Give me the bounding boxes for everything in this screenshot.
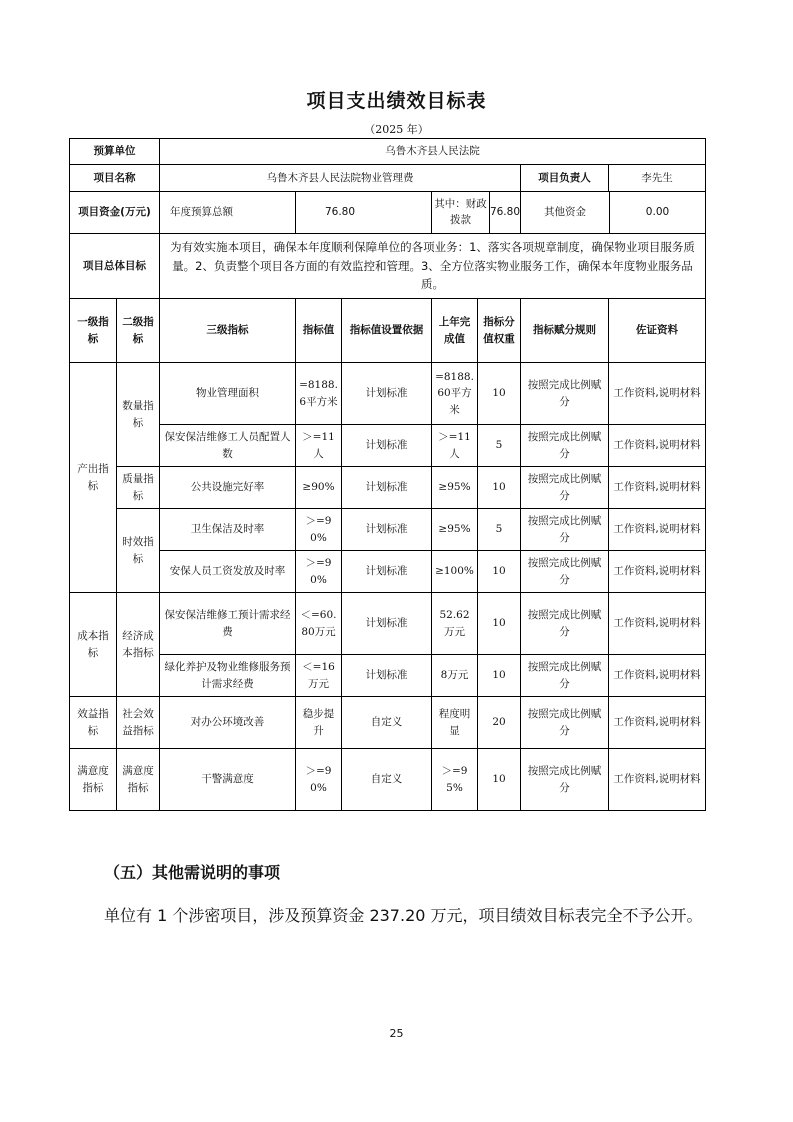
indicator-evidence: 工作资料,说明材料 [609, 697, 706, 749]
indicator-basis: 计划标准 [342, 551, 432, 593]
indicator-last-year: =8188.60平方米 [432, 363, 478, 425]
indicator-value: ≥90% [296, 467, 342, 509]
indicator-weight: 10 [478, 749, 521, 811]
indicator-basis: 计划标准 [342, 425, 432, 467]
indicator-evidence: 工作资料,说明材料 [609, 551, 706, 593]
group-benefit: 效益指标 [70, 697, 117, 749]
indicator-last-year: ≥95% [432, 467, 478, 509]
table-row [70, 697, 706, 749]
indicator-rule: 按照完成比例赋分 [521, 509, 609, 551]
goal-label: 项目总体目标 [70, 234, 160, 299]
budget-unit-value: 乌鲁木齐县人民法院 [160, 139, 706, 165]
col-weight: 指标分值权重 [478, 299, 521, 363]
group-social-benefit: 社会效益指标 [117, 697, 160, 749]
indicator-name: 保安保洁维修工人员配置人数 [160, 425, 296, 467]
fiscal-value: 76.80 [489, 205, 520, 218]
indicator-evidence: 工作资料,说明材料 [609, 467, 706, 509]
col-value: 指标值 [296, 299, 342, 363]
indicator-name: 安保人员工资发放及时率 [160, 551, 296, 593]
indicator-value: =8188.6平方米 [296, 363, 342, 425]
fiscal-cell [432, 192, 521, 234]
indicator-evidence: 工作资料,说明材料 [609, 509, 706, 551]
indicator-evidence: 工作资料,说明材料 [609, 749, 706, 811]
other-funds-cell [521, 192, 706, 234]
indicator-last-year: 52.62万元 [432, 593, 478, 655]
goal-text: 为有效实施本项目，确保本年度顺利保障单位的各项业务：1、落实各项规章制度，确保物业项目服务质量。2、负责整个项目各方面的有效监控和管理。3、全方位落实物业服务工作，确保本年度物业服务品质。 [160, 234, 706, 299]
indicator-rule: 按照完成比例赋分 [521, 593, 609, 655]
funds-label: 项目资金(万元) [70, 192, 160, 234]
table-year: （2025 年） [364, 123, 429, 136]
indicator-rule: 按照完成比例赋分 [521, 697, 609, 749]
col-level3: 三级指标 [160, 299, 296, 363]
indicator-basis: 计划标准 [342, 363, 432, 425]
table-row [70, 749, 706, 811]
col-evidence: 佐证资料 [609, 299, 706, 363]
indicator-value: ＞=90% [296, 509, 342, 551]
indicator-last-year: 程度明显 [432, 697, 478, 749]
budget-unit-label: 预算单位 [70, 139, 160, 165]
indicator-weight: 5 [478, 425, 521, 467]
indicator-evidence: 工作资料,说明材料 [609, 655, 706, 697]
indicator-last-year: ≥100% [432, 551, 478, 593]
indicator-name: 物业管理面积 [160, 363, 296, 425]
indicator-value: ＜=16万元 [296, 655, 342, 697]
indicator-basis: 计划标准 [342, 467, 432, 509]
indicator-value: ＞=90% [296, 749, 342, 811]
indicator-name: 保安保洁维修工预计需求经费 [160, 593, 296, 655]
indicator-evidence: 工作资料,说明材料 [609, 363, 706, 425]
project-name-value: 乌鲁木齐县人民法院物业管理费 [160, 165, 521, 192]
indicator-rule: 按照完成比例赋分 [521, 655, 609, 697]
col-level1: 一级指标 [70, 299, 117, 363]
other-funds-value: 0.00 [645, 206, 670, 219]
indicator-name: 绿化养护及物业维修服务预计需求经费 [160, 655, 296, 697]
indicator-rule: 按照完成比例赋分 [521, 363, 609, 425]
page-title: 项目支出绩效目标表 [306, 90, 487, 112]
indicator-weight: 10 [478, 593, 521, 655]
page-number: 25 [389, 1027, 404, 1040]
indicator-last-year: ＞=95% [432, 749, 478, 811]
project-leader-value: 李先生 [609, 165, 706, 192]
indicator-rule: 按照完成比例赋分 [521, 425, 609, 467]
indicator-basis: 计划标准 [342, 509, 432, 551]
table-row [70, 593, 706, 655]
indicator-weight: 10 [478, 655, 521, 697]
indicator-weight: 10 [478, 363, 521, 425]
section-title: （五）其他需说明的事项 [104, 863, 281, 882]
performance-table [69, 138, 706, 811]
indicator-basis: 计划标准 [342, 593, 432, 655]
indicator-rule: 按照完成比例赋分 [521, 551, 609, 593]
group-timeliness: 时效指标 [117, 509, 160, 593]
indicator-weight: 10 [478, 467, 521, 509]
group-quantity: 数量指标 [117, 363, 160, 467]
indicator-last-year: ≥95% [432, 509, 478, 551]
project-leader-label: 项目负责人 [521, 165, 609, 192]
table-row [70, 467, 706, 509]
table-row [70, 363, 706, 425]
indicator-last-year: 8万元 [432, 655, 478, 697]
col-basis: 指标值设置依据 [342, 299, 432, 363]
indicator-value: ＜=60.80万元 [296, 593, 342, 655]
indicator-basis: 自定义 [342, 697, 432, 749]
group-satisfaction-sub: 满意度指标 [117, 749, 160, 811]
table-row [70, 655, 706, 697]
indicator-last-year: ＞=11人 [432, 425, 478, 467]
table-row [70, 509, 706, 551]
group-quality: 质量指标 [117, 467, 160, 509]
indicator-name: 卫生保洁及时率 [160, 509, 296, 551]
indicator-weight: 10 [478, 551, 521, 593]
fiscal-label: 其中：财政拨款 [432, 192, 490, 233]
group-economic-cost: 经济成本指标 [117, 593, 160, 697]
indicator-basis: 自定义 [342, 749, 432, 811]
indicator-name: 公共设施完好率 [160, 467, 296, 509]
section-paragraph: 单位有 1 个涉密项目，涉及预算资金 237.20 万元，项目绩效目标表完全不予公开。 [104, 906, 703, 925]
project-name-label: 项目名称 [70, 165, 160, 192]
indicator-evidence: 工作资料,说明材料 [609, 593, 706, 655]
indicator-weight: 20 [478, 697, 521, 749]
annual-budget-label: 年度预算总额 [160, 192, 296, 234]
col-last-year: 上年完成值 [432, 299, 478, 363]
col-rule: 指标赋分规则 [521, 299, 609, 363]
group-output: 产出指标 [70, 363, 117, 593]
indicator-evidence: 工作资料,说明材料 [609, 425, 706, 467]
annual-budget-value: 76.80 [296, 192, 432, 234]
other-funds-label: 其他资金 [521, 192, 610, 233]
indicator-weight: 5 [478, 509, 521, 551]
indicator-value: ＞=90% [296, 551, 342, 593]
indicator-value: ＞=11人 [296, 425, 342, 467]
col-level2: 二级指标 [117, 299, 160, 363]
indicator-rule: 按照完成比例赋分 [521, 467, 609, 509]
indicator-rule: 按照完成比例赋分 [521, 749, 609, 811]
group-cost: 成本指标 [70, 593, 117, 697]
group-satisfaction: 满意度指标 [70, 749, 117, 811]
indicator-basis: 计划标准 [342, 655, 432, 697]
table-row [70, 425, 706, 467]
indicator-name: 干警满意度 [160, 749, 296, 811]
indicator-name: 对办公环境改善 [160, 697, 296, 749]
table-row [70, 551, 706, 593]
indicator-value: 稳步提升 [296, 697, 342, 749]
